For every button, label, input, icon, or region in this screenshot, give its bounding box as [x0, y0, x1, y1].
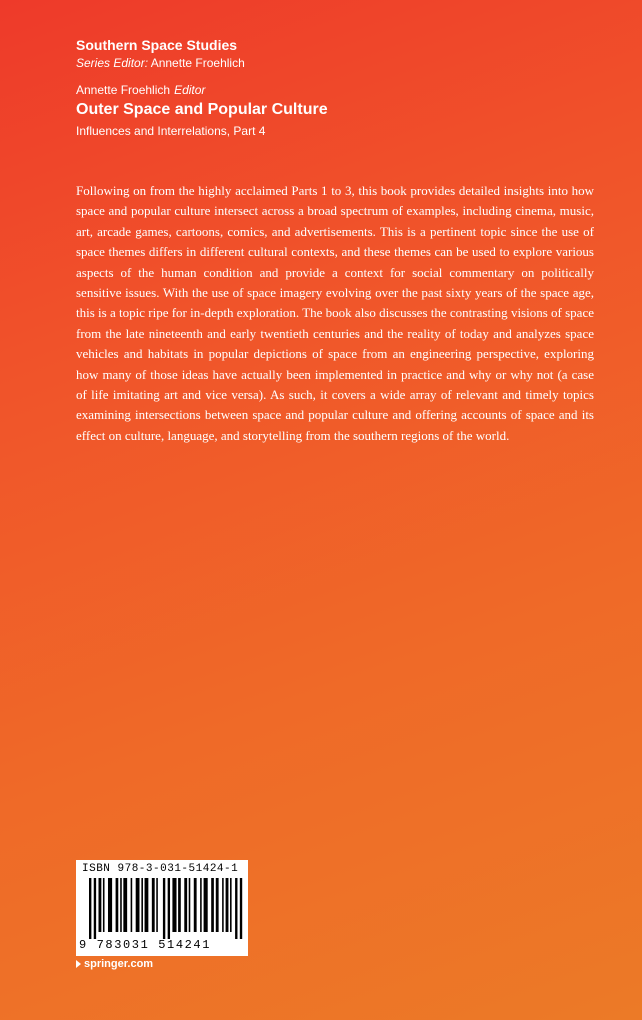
- barcode-bar: [123, 878, 127, 932]
- barcode-bar: [163, 878, 165, 939]
- barcode-bar: [240, 878, 242, 939]
- barcode-bar: [131, 878, 133, 932]
- barcode-bar: [184, 878, 187, 932]
- barcode-bar: [120, 878, 122, 932]
- barcode-bar: [141, 878, 143, 932]
- barcode-bar: [98, 878, 101, 932]
- barcode-bar: [226, 878, 229, 932]
- barcode-bar: [235, 878, 237, 939]
- triangle-arrow-icon: [76, 960, 81, 968]
- barcode-bar: [89, 878, 91, 939]
- barcode-bar: [103, 878, 105, 932]
- book-subtitle: Influences and Interrelations, Part 4: [76, 124, 266, 138]
- header: [76, 36, 596, 140]
- barcode-bar: [168, 878, 170, 939]
- book-editor-name: Annette Froehlich: [76, 83, 171, 97]
- book-editor-role: Editor: [174, 83, 206, 97]
- barcode-bar: [136, 878, 140, 932]
- series-editor-line: [76, 55, 596, 72]
- barcode-bars: [89, 878, 243, 939]
- barcode-bar: [94, 878, 96, 939]
- barcode-bar: [200, 878, 202, 932]
- book-editor-line: [76, 82, 596, 98]
- barcode-bar: [172, 878, 176, 932]
- book-title: Outer Space and Popular Culture: [76, 101, 328, 118]
- barcode-bar: [145, 878, 149, 932]
- series-title: Southern Space Studies: [76, 37, 238, 53]
- blurb-text: Following on from the highly acclaimed Parts 1 to 3, this book provides detailed insights into how space and popular culture intersect across a broad spectrum of examples, including cinema, music, art, arcade games, cartoons, comics, and advertisements. This is a pertinent topic since the use of space themes differs in different cultural contexts, and these themes can be used to explore various aspects of the human condition and provide a context for social commentary on politically sensitive issues. With the use of space imagery evolving over the past sixty years of the space age, this is a topic ripe for in-depth exploration. The book also discusses the contrasting visions of space from the late nineteenth and early twentieth centuries and the reality of today and analyzes space vehicles and habitats in popular depictions of space from an engineering perspective, exploring how many of those ideas have actually been implemented in practice and why or why not (a case of life imitating art and vice versa). As such, it covers a wide array of relevant and timely topics examining intersections between space and popular culture and offering accounts of space and its effect on culture, language, and storytelling from the southern regions of the world.: [76, 183, 594, 443]
- barcode-digits: 9 783031 514241: [79, 938, 212, 952]
- series-editor-name: Annette Froehlich: [150, 56, 245, 70]
- barcode-bar: [108, 878, 112, 932]
- barcode-bar: [152, 878, 155, 932]
- barcode-bar: [216, 878, 219, 932]
- barcode-bar: [116, 878, 119, 932]
- barcode-bar: [230, 878, 232, 932]
- barcode-bar: [211, 878, 214, 932]
- barcode-bar: [178, 878, 181, 932]
- barcode-bar: [156, 878, 158, 932]
- barcode-bar: [189, 878, 191, 932]
- barcode-bar: [194, 878, 197, 932]
- barcode-bar: [204, 878, 208, 932]
- barcode-bar: [222, 878, 224, 932]
- publisher-url: springer.com: [84, 958, 154, 970]
- isbn-label: ISBN 978-3-031-51424-1: [82, 863, 239, 875]
- isbn-barcode: [76, 860, 248, 956]
- publisher-link[interactable]: [76, 958, 153, 970]
- series-editor-role: Series Editor:: [76, 56, 149, 70]
